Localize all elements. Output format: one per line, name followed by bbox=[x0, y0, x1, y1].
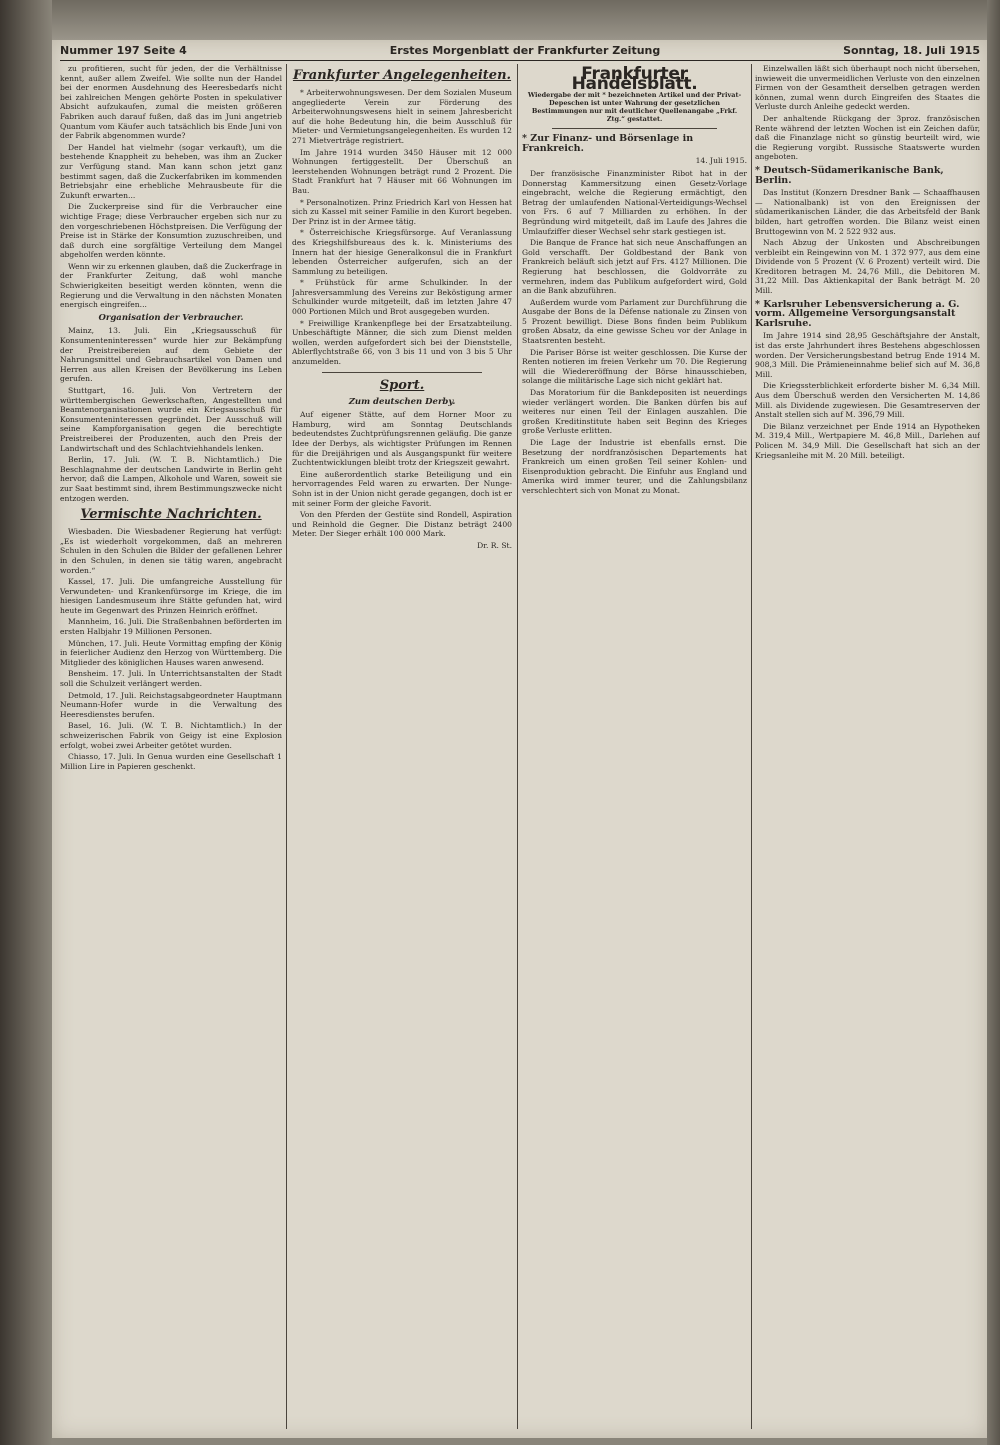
paragraph: Außerdem wurde vom Parlament zur Durchführung die Ausgabe der Bons de la Défense nationale zu Zinsen von 5 Prozent bewilligt. Diese Bons finden beim Publikum großen Absatz, da eine gewisse Scheu vor der Anlage in Staatsrenten besteht. bbox=[522, 297, 747, 346]
divider bbox=[322, 372, 482, 373]
section-heading-sport: Sport. bbox=[379, 377, 425, 393]
column-rule bbox=[751, 64, 752, 1429]
paragraph: Die Banque de France hat sich neue Anschaffungen an Gold verschafft. Der Goldbestand der Bank von Frankreich beläuft sich jetzt auf Frs. 4127 Millionen. Die Regierung hat beschlossen, die Goldvorräte zu vermehren, indem das Publikum aufgefordert wird, Gold an die Bank abzuführen. bbox=[522, 238, 747, 296]
paragraph: Basel, 16. Juli. (W. T. B. Nichtamtlich.) In der schweizerischen Fabrik von Geigy ist eine Explosion erfolgt, wobei zwei Arbeiter getötet wurden. bbox=[60, 721, 282, 750]
paragraph: Eine außerordentlich starke Beteiligung und ein hervorragendes Feld waren zu erwarten. Der Nunge-Sohn ist in der Union nicht gerade gegangen, doch ist er mit seiner Form der gleiche Favorit. bbox=[292, 469, 512, 508]
section-heading-organisation: Organisation der Verbraucher. bbox=[98, 312, 244, 323]
paragraph: Einzelwallen läßt sich überhaupt noch nicht übersehen, inwieweit die unvermeidlichen Verluste von den einzelnen Firmen von der Gesamtheit derselben getragen werden können, zumal wenn durch Eingreifen des Staates die Verluste durch Anleihe gedeckt werden. bbox=[755, 64, 980, 112]
paragraph: Im Jahre 1914 wurden 3450 Häuser mit 12 000 Wohnungen fertiggestellt. Der Überschuß an leerstehenden Wohnungen beträgt rund 2 Prozent. Die Stadt Frankfurt hat 7 Häuser mit 66 Wohnungen im Bau. bbox=[292, 147, 512, 195]
paragraph: Stuttgart, 16. Juli. Von Vertretern der württembergischen Gewerkschaften, Angestellten und Beamtenorganisationen wurde ein Kriegsausschuß für Konsumenteninteressen gegründet. Der Ausschuß will seine Kampforganisation gegen die berechtigte Preistreiberei der Produzenten, auch den Preis der Landwirtschaft und des Schlachtviehhandels lenken. bbox=[60, 386, 282, 453]
paragraph: * Frühstück für arme Schulkinder. In der Jahresversammlung des Vereins zur Beköstigung armer Schulkinder wurde mitgeteilt, daß im letzten Jahre 47 000 Portionen Milch und Brot ausgegeben wurden. bbox=[292, 278, 512, 317]
paragraph: Wiesbaden. Die Wiesbadener Regierung hat verfügt: „Es ist wiederholt vorgekommen, daß an mehreren Schulen in den Schulen die Bilder der gefallenen Lehrer in den Schulen, in denen sie tätig waren, angebracht worden.“ bbox=[60, 527, 282, 575]
column-2 bbox=[292, 64, 512, 1429]
newspaper-title: Erstes Morgenblatt der Frankfurter Zeitung bbox=[389, 44, 661, 57]
paragraph: Auf eigener Stätte, auf dem Horner Moor zu Hamburg, wird am Sonntag Deutschlands bedeutendstes Zuchtprüfungsrennen geläufig. Die ganze Idee der Derbys, als wichtigster Prüfungen im Rennen für die Dreijährigen und als Ausgangspunkt für weitere Zuchtentwicklungen bleibt trotz der Kriegszeit gewahrt. bbox=[292, 410, 512, 468]
scan-right-edge bbox=[987, 0, 1000, 1445]
paragraph: Von den Pferden der Gestüte sind Rondell, Aspiration und Reinhold die Gegner. Die Distanz beträgt 2400 Meter. Der Sieger erhält 100 000 Mark. bbox=[292, 510, 512, 539]
issue-date: Sonntag, 18. Juli 1915 bbox=[843, 44, 980, 57]
paragraph: * Freiwillige Krankenpflege bei der Ersatzabteilung. Unbeschäftigte Männer, die sich zum Dienst melden wollen, werden aufgefordert sich bei der Dienststelle, Ablerflychtstraße 66, von 3 bis 11 und von 3 bis 5 Uhr anzumelden. bbox=[292, 318, 512, 367]
paragraph: München, 17. Juli. Heute Vormittag empfing der König in feierlicher Audienz den Herzog von Württemberg. Die Mitglieder des königlichen Hauses waren anwesend. bbox=[60, 638, 282, 667]
paragraph: Die Bilanz verzeichnet per Ende 1914 an Hypotheken M. 319,4 Mill., Wertpapiere M. 46,8 Mill., Darlehen auf Policen M. 34,9 Mill. Die Gesellschaft hat sich an der Kriegsanleihe mit M. 20 Mill. beteiligt. bbox=[755, 421, 980, 460]
page-header bbox=[60, 42, 980, 61]
paragraph: Bensheim. 17. Juli. In Unterrichtsanstalten der Stadt soll die Schulzeit verlängert werden. bbox=[60, 669, 282, 689]
paragraph: Der französische Finanzminister Ribot hat in der Donnerstag Kammersitzung einen Gesetz-Vorlage eingebracht, welche die Regierung ermächtigt, den Betrag der umlaufenden National-Verteidigungs-Wechsel von Frs. 6 auf 7 Milliarden zu erhöhen. In der Begründung wird mitgeteilt, daß im Laufe des Jahres die Umlaufziffer dieser Wechsel sehr stark gestiegen ist. bbox=[522, 168, 747, 236]
paragraph: Die Pariser Börse ist weiter geschlossen. Die Kurse der Renten notieren im freien Verkehr um 70. Die Regierung will die Wiedereröffnung der Börse hinausschieben, solange die militärische Lage sich nicht geklärt hat. bbox=[522, 347, 747, 386]
paragraph: Wenn wir zu erkennen glauben, daß die Zuckerfrage in der Frankfurter Zeitung, daß wohl manche Schwierigkeiten beseitigt werden könnten, wenn die Regierung und die Verwaltung in den nächsten Monaten energisch eingreifen... bbox=[60, 261, 282, 310]
paragraph: Detmold, 17. Juli. Reichstagsabgeordneter Hauptmann Neumann-Hofer wurde in die Verwaltung des Heeresdienstes berufen. bbox=[60, 690, 282, 719]
paragraph: Der Handel hat vielmehr (sogar verkauft), um die bestehende Knappheit zu beheben, was ihm an Zucker zur Verfügung stand. Man kann schon jetzt ganz bestimmt sagen, daß die Zuckerfabriken im kommenden Betriebsjahr eine erhebliche Mehrausbeute für die Zukunft erwarten... bbox=[60, 142, 282, 200]
paragraph: Der anhaltende Rückgang der 3proz. französischen Rente während der letzten Wochen ist ein Zeichen dafür, daß die Finanzlage nicht so günstig beurteilt wird, wie die Regierung vorgibt. Russische Staatswerte wurden angeboten. bbox=[755, 113, 980, 162]
paragraph: Kassel, 17. Juli. Die umfangreiche Ausstellung für Verwundeten- und Krankenfürsorge im Kriege, die im hiesigen Landesmuseum ihre Stätte gefunden hat, wird heute im Gegenwart des Prinzen Heinrich eröffnet. bbox=[60, 577, 282, 615]
paragraph: Das Moratorium für die Bankdepositen ist neuerdings wieder verlängert worden. Die Banken dürfen bis auf weiteres nur einen Teil der Einlagen auszahlen. Die großen Kreditinstitute haben seit Beginn des Krieges große Verluste erlitten. bbox=[522, 388, 747, 436]
paragraph: Die Kriegssterblichkeit erforderte bisher M. 6,34 Mill. Aus dem Überschuß werden den Versicherten M. 14,86 Mill. als Dividende zugewiesen. Die Gesamtreserven der Anstalt stellen sich auf M. 396,79 Mill. bbox=[755, 381, 980, 420]
paragraph: zu profitieren, sucht für jeden, der die Verhältnisse kennt, außer allem Zweifel. Wie sollte nun der Handel bei der enormen Ausdehnung des Heeresbedarfs nicht bei zahlreichen Mengen gehörte Posten in spekulativer Absicht aufzukaufen, zumal die meisten größeren Fabriken auch darauf fußen, daß das im Juni angetrieb Quantum vom Käufer auch tatsächlich bis Ende Juni von der Fabrik abgenommen wurde? bbox=[60, 64, 282, 141]
newspaper-page bbox=[52, 40, 987, 1438]
article-heading-bank: * Deutsch-Südamerikanische Bank, Berlin. bbox=[755, 164, 944, 186]
paragraph: Berlin, 17. Juli. (W. T. B. Nichtamtlich.) Die Beschlagnahme der deutschen Landwirte in Berlin geht hervor, daß die Lampen, Alkohole und Waren, soweit sie zur Saat bestimmt sind, ihrem Bestimmungszwecke nicht entzogen werden. bbox=[60, 455, 282, 503]
paragraph: Die Zuckerpreise sind für die Verbraucher eine wichtige Frage; diese Verbraucher ergeben sich nur zu den vorgeschriebenen Höchstpreisen. Die Verfügung der Preise ist in Stärke der Konsumtion zuzuschreiben, und daß durch eine sorgfältige Verteilung dem Mangel abgeholfen werden könnte. bbox=[60, 202, 282, 260]
handelsblatt-masthead: Frankfurter Handelsblatt. bbox=[571, 64, 698, 94]
article-heading-insurance: * Karlsruher Lebensversicherung a. G. vorm. Allgemeine Versorgungsanstalt Karlsruhe. bbox=[755, 298, 960, 329]
column-rule bbox=[517, 64, 518, 1429]
article-heading-derby: Zum deutschen Derby. bbox=[348, 396, 456, 407]
column-3 bbox=[522, 64, 747, 1429]
book-binding bbox=[0, 0, 52, 1445]
paragraph: Mainz, 13. Juli. Ein „Kriegsausschuß für Konsumenteninteressen“ wurde hier zur Bekämpfung der Preistreibereien auf dem Gebiete der Nahrungsmittel und Gebrauchsartikel von Damen und Herren aus allen Kreisen der Bevölkerung ins Leben gerufen. bbox=[60, 326, 282, 384]
paragraph: Im Jahre 1914 sind 28,95 Geschäftsjahre der Anstalt, ist das erste Jahrhundert ihres Bestehens abgeschlossen worden. Der Versicherungsbestand betrug Ende 1914 M. 908,3 Mill. Die Prämieneinnahme belief sich auf M. 36,8 Mill. bbox=[755, 331, 980, 379]
article-date: 14. Juli 1915. bbox=[695, 156, 747, 166]
scan-top-edge bbox=[52, 0, 1000, 40]
paragraph: * Österreichische Kriegsfürsorge. Auf Veranlassung des Kriegshilfsbureaus des k. k. Ministeriums des Innern hat der hiesige Generalkonsul die in Frankfurt lebenden Österreicher aufgerufen, sich an der Sammlung zu beteiligen. bbox=[292, 228, 512, 276]
section-heading-frankfurt: Frankfurter Angelegenheiten. bbox=[292, 68, 512, 83]
paragraph: Die Lage der Industrie ist ebenfalls ernst. Die Besetzung der nordfranzösischen Departements hat Frankreich um einen großen Teil seiner Kohlen- und Eisenproduktion gebracht. Die Einfuhr aus England und Amerika wird immer teurer, und die Zahlungsbilanz verschlechtert sich von Monat zu Monat. bbox=[522, 438, 747, 495]
column-1 bbox=[60, 64, 282, 1429]
paragraph: Mannheim, 16. Juli. Die Straßenbahnen beförderten im ersten Halbjahr 19 Millionen Personen. bbox=[60, 617, 282, 637]
section-heading-vermischte: Vermischte Nachrichten. bbox=[80, 507, 262, 523]
paragraph: * Personalnotizen. Prinz Friedrich Karl von Hessen hat sich zu Kassel mit seiner Familie in den Kurort begeben. Der Prinz ist in der Armee tätig. bbox=[292, 197, 512, 226]
article-heading-finance: * Zur Finanz- und Börsenlage in Frankreich. bbox=[522, 133, 694, 154]
paragraph: * Arbeiterwohnungswesen. Der dem Sozialen Museum angegliederte Verein zur Förderung des Arbeiterwohnungswesens hielt in seinem Jahresbericht auf die hohe Bedeutung hin, die beim Ausschluß für Mieter- und Vermietungsangelegenheiten. Es wurden 12 271 Mietverträge registriert. bbox=[292, 88, 512, 145]
author-signature: Dr. R. St. bbox=[477, 540, 512, 550]
reprint-notice: Wiedergabe der mit * bezeichneten Artikel und der Privat-Depeschen ist unter Wahrung der gesetzlichen Bestimmungen nur mit deutlicher Quellenangabe „Frkf. Ztg.“ gestattet. bbox=[527, 91, 742, 124]
paragraph: Chiasso, 17. Juli. In Genua wurden eine Gesellschaft 1 Million Lire in Papieren geschenkt. bbox=[60, 752, 282, 771]
issue-number: Nummer 197 Seite 4 bbox=[60, 44, 187, 57]
column-rule bbox=[286, 64, 287, 1429]
paragraph: Nach Abzug der Unkosten und Abschreibungen verbleibt ein Reingewinn von M. 1 372 977, aus dem eine Dividende von 5 Prozent (V. 6 Prozent) verteilt wird. Die Kreditoren betragen M. 24,76 Mill., die Debitoren M. 31,22 Mill. Das Aktienkapital der Bank beträgt M. 20 Mill. bbox=[755, 238, 980, 296]
divider bbox=[552, 128, 717, 129]
paragraph: Das Institut (Konzern Dresdner Bank — Schaaffhausen — Nationalbank) ist von den Ereignissen der südamerikanischen Länder, die das Arbeitsfeld der Bank bilden, hart getroffen worden. Die Bilanz weist einen Bruttogewinn von M. 2 522 932 aus. bbox=[755, 188, 980, 236]
column-4 bbox=[755, 64, 980, 1429]
